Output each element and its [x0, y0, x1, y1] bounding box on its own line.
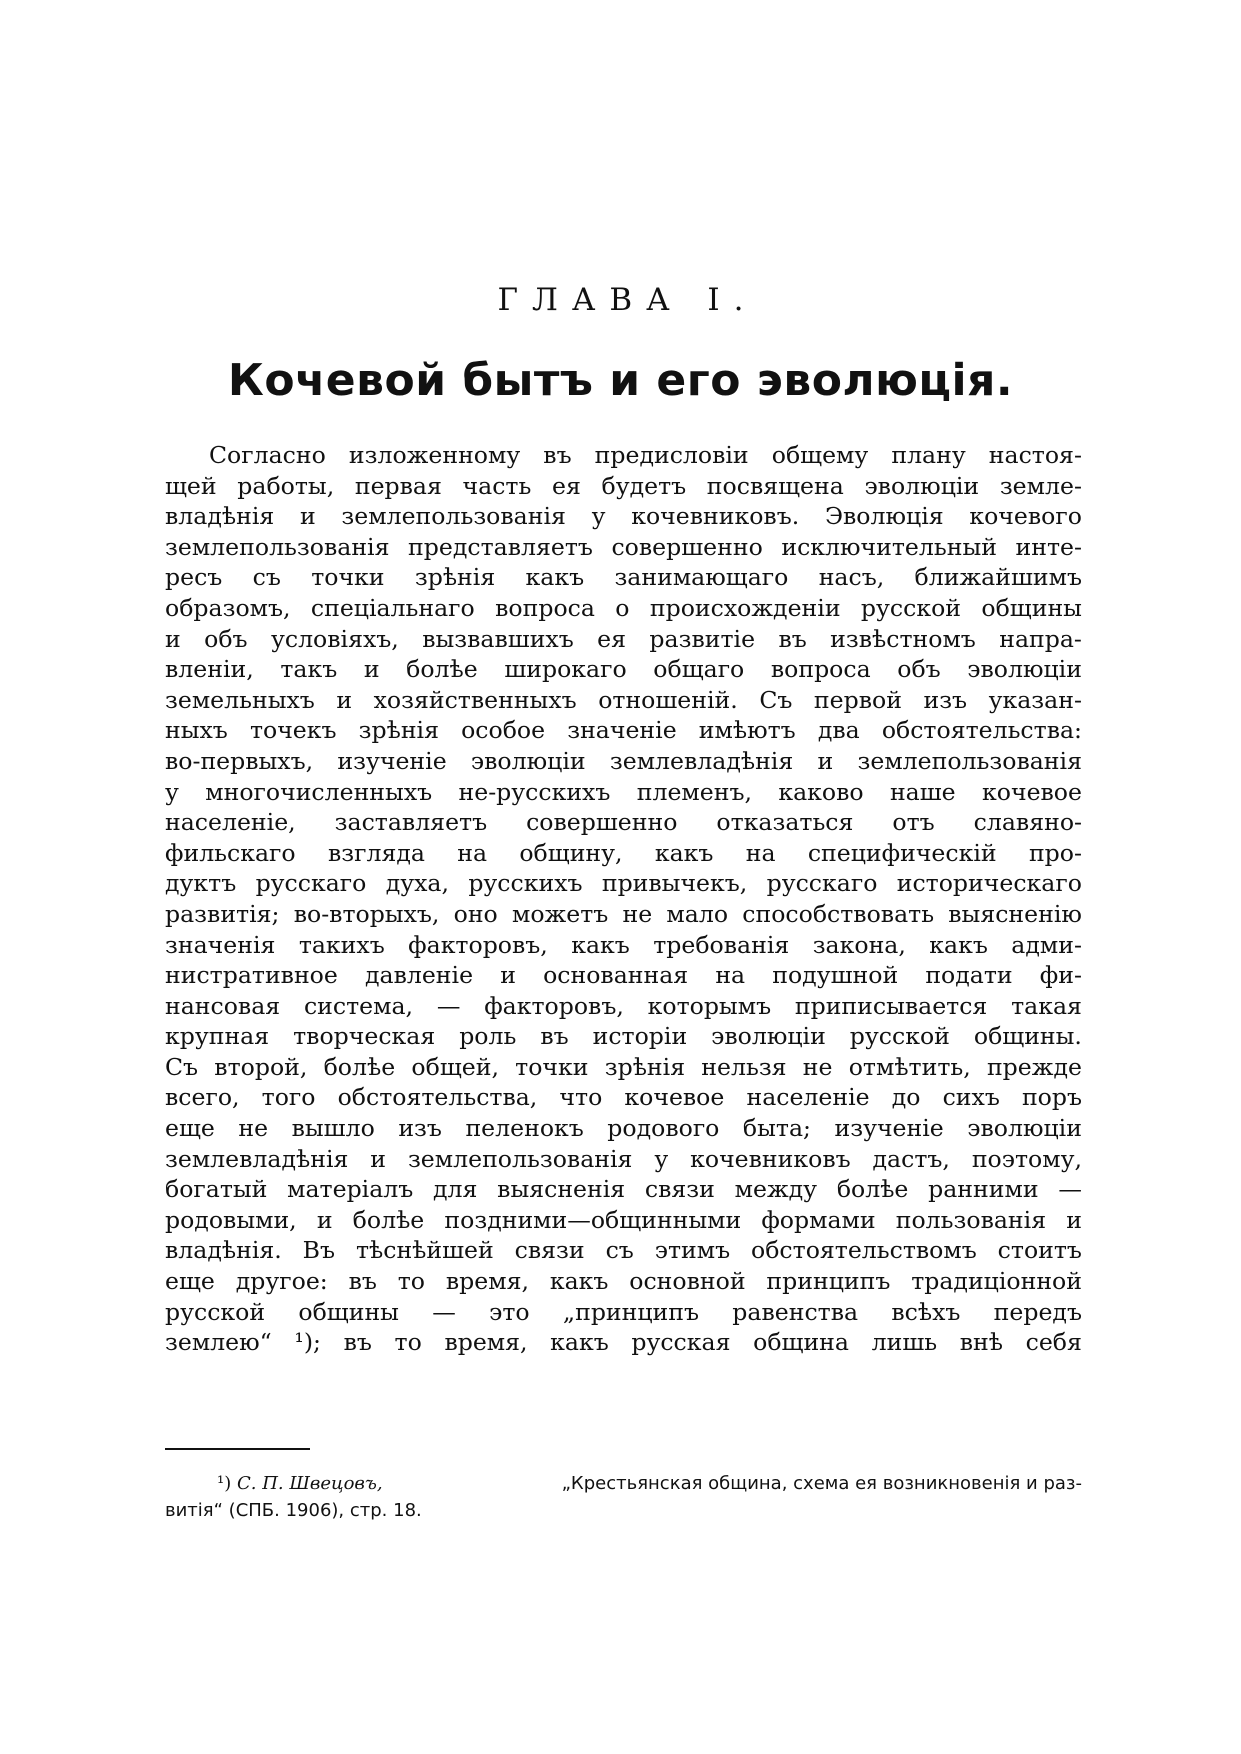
word: точки — [311, 563, 385, 592]
word: болѣе — [352, 1205, 425, 1234]
word: система, — [303, 991, 414, 1020]
word: Въ — [302, 1236, 336, 1265]
word: и — [363, 655, 380, 684]
word: на — [745, 838, 776, 867]
word: будетъ — [601, 471, 687, 500]
word: занимающаго — [614, 563, 789, 592]
word: землепользованія — [341, 502, 566, 531]
word: какъ — [571, 930, 630, 959]
word: у — [654, 1144, 669, 1173]
word: изъ — [398, 1114, 442, 1143]
body-line — [165, 532, 1082, 563]
word: пользованія — [895, 1205, 1047, 1234]
body-line — [165, 1021, 1082, 1052]
word: совершенно — [526, 808, 678, 837]
body-line — [165, 1266, 1082, 1297]
word: ближайшимъ — [914, 563, 1082, 592]
word: на — [715, 961, 746, 990]
word: кочевниковъ — [690, 1144, 851, 1173]
word: общины. — [973, 1022, 1082, 1051]
word: „принципъ — [562, 1297, 700, 1326]
word: происхожденіи — [649, 593, 841, 622]
word: и — [336, 685, 353, 714]
word: фи- — [1039, 961, 1082, 990]
word: въ — [543, 441, 572, 469]
word: того — [261, 1083, 316, 1112]
word: кочевого — [969, 502, 1082, 531]
word: обстоятельства, — [337, 1083, 538, 1112]
word: плану — [891, 441, 966, 469]
word: нансовая — [165, 991, 281, 1020]
word: значенія — [165, 930, 276, 959]
word: ранними — [928, 1175, 1039, 1204]
word: такъ — [280, 655, 338, 684]
word: указан- — [988, 685, 1082, 714]
word: многочисленныхъ — [205, 777, 433, 806]
word: основной — [629, 1267, 746, 1296]
word: обстоятельства: — [881, 716, 1082, 745]
word: землепользованія — [407, 1144, 633, 1173]
word: общаго — [653, 655, 745, 684]
word: мало — [666, 899, 729, 928]
word: у — [591, 502, 606, 531]
word: что — [559, 1083, 603, 1112]
word: зрѣнія — [358, 716, 439, 745]
word: во-вторыхъ, — [293, 899, 440, 928]
word: родовыми, — [165, 1205, 297, 1234]
word: крупная — [165, 1022, 270, 1051]
body-line — [165, 838, 1082, 869]
word: значеніе — [567, 716, 677, 745]
word: во-первыхъ, — [165, 746, 314, 775]
word: формами — [761, 1205, 876, 1234]
word: факторовъ, — [484, 991, 624, 1020]
word: и — [370, 1144, 387, 1173]
footnote-author: С. П. Швецовъ, — [236, 1473, 383, 1494]
word: способствовать — [742, 899, 935, 928]
word: ея — [597, 624, 627, 653]
word: посвящена — [706, 471, 844, 500]
word: Эволюція — [824, 502, 944, 531]
word: владѣнія — [165, 502, 275, 531]
word: взгляда — [327, 838, 425, 867]
word: Согласно — [209, 441, 326, 469]
word: сихъ — [942, 1083, 1000, 1112]
word: отношеній. — [598, 685, 738, 714]
word: общей, — [411, 1052, 499, 1081]
word: эволюціи — [470, 746, 586, 775]
word: эволюціи — [967, 655, 1082, 684]
word: отъ — [892, 808, 935, 837]
body-line — [165, 1327, 1082, 1358]
word: для — [433, 1175, 478, 1204]
word: творческая — [293, 1022, 436, 1051]
word: развитія; — [165, 899, 280, 928]
body-line — [165, 1082, 1082, 1113]
word: на — [457, 838, 488, 867]
word: племенъ, — [636, 777, 752, 806]
word: лишь — [871, 1328, 938, 1357]
word: изученіе — [337, 746, 447, 775]
word: зрѣнія — [604, 1052, 686, 1081]
body-line — [165, 746, 1082, 777]
word: выясненія — [497, 1175, 626, 1204]
word: — — [432, 1297, 456, 1326]
word: спеціальнаго — [310, 593, 475, 622]
word: образомъ, — [165, 593, 291, 622]
word: адми- — [1011, 930, 1082, 959]
word: дастъ, — [872, 1144, 950, 1173]
word: земле- — [999, 471, 1082, 500]
word: русскаго — [766, 869, 878, 898]
word: требованія — [653, 930, 790, 959]
word: въ — [778, 624, 807, 653]
body-line — [165, 777, 1082, 808]
word: русскихъ — [468, 869, 583, 898]
word: общину, — [519, 838, 623, 867]
word: въ — [348, 1267, 377, 1296]
word: основанная — [543, 961, 689, 990]
word: болѣе — [836, 1175, 909, 1204]
word: насъ, — [818, 563, 885, 592]
word: до — [891, 1083, 921, 1112]
footnote-line — [165, 1470, 1082, 1497]
body-line — [165, 1235, 1082, 1266]
body-line — [165, 1052, 1082, 1083]
word: община — [753, 1328, 849, 1357]
word: внѣ — [959, 1328, 1003, 1357]
word: и — [817, 746, 834, 775]
footnote-divider — [165, 1448, 310, 1450]
word: русской — [165, 1297, 266, 1326]
word: точки — [515, 1052, 589, 1081]
word: общины — [981, 593, 1082, 622]
word: какъ — [550, 1328, 609, 1357]
word: вызвавшихъ — [422, 624, 574, 653]
body-line — [165, 501, 1082, 532]
word: подушной — [772, 961, 899, 990]
word: нистративное — [165, 961, 338, 990]
word: этимъ — [654, 1236, 731, 1265]
body-line — [165, 440, 1082, 471]
word: какъ — [929, 930, 988, 959]
word: общины — [298, 1297, 399, 1326]
word: не — [238, 1114, 269, 1143]
body-text — [165, 440, 1082, 1358]
body-line — [165, 1297, 1082, 1328]
word: не — [802, 1052, 833, 1081]
word: можетъ — [511, 899, 609, 928]
body-line — [165, 930, 1082, 961]
word: быта; — [742, 1114, 811, 1143]
word: настоя- — [988, 441, 1082, 469]
word: ресъ — [165, 563, 223, 592]
word: два — [817, 716, 860, 745]
word: о — [615, 593, 630, 622]
word: землевладѣнія — [609, 746, 794, 775]
body-line — [165, 1144, 1082, 1175]
word: передъ — [993, 1297, 1082, 1326]
word: тѣснѣйшей — [355, 1236, 494, 1265]
word: всего, — [165, 1083, 240, 1112]
word: предисловіи — [594, 441, 749, 469]
word: какъ — [549, 1267, 609, 1296]
word: родового — [607, 1114, 720, 1143]
word: представляетъ — [408, 532, 593, 561]
word: исторіи — [592, 1022, 688, 1051]
word: традиціонной — [911, 1267, 1082, 1296]
body-line — [165, 1174, 1082, 1205]
word: работы, — [237, 471, 335, 500]
word: у — [165, 777, 179, 806]
word: исключительный — [781, 532, 997, 561]
word: вопроса — [495, 593, 595, 622]
body-line — [165, 899, 1082, 930]
word: въ — [540, 1022, 569, 1051]
word: объ — [204, 624, 248, 653]
word: и — [165, 624, 181, 653]
word: развитіе — [649, 624, 756, 653]
word: то — [397, 1267, 426, 1296]
word: связи — [644, 1175, 715, 1204]
word: выясненію — [948, 899, 1082, 928]
word: ея — [551, 471, 581, 500]
body-line — [165, 624, 1082, 655]
word: общему — [771, 441, 869, 469]
word: въ — [343, 1328, 372, 1357]
word: себя — [1025, 1328, 1082, 1357]
word: еще — [165, 1114, 215, 1143]
word: отмѣтить, — [848, 1052, 971, 1081]
word: всѣхъ — [891, 1297, 961, 1326]
word: особое — [461, 716, 546, 745]
word: подати — [925, 961, 1013, 990]
word: ¹); — [294, 1328, 321, 1357]
word: точекъ — [249, 716, 337, 745]
word: населеніе — [746, 1083, 870, 1112]
word: съ — [252, 563, 281, 592]
chapter-label: ГЛАВА I. — [497, 282, 758, 318]
word: другое: — [235, 1267, 328, 1296]
body-line — [165, 593, 1082, 624]
word: заставляетъ — [334, 808, 488, 837]
word: болѣе — [323, 1052, 396, 1081]
word: имѣютъ — [698, 716, 796, 745]
word: специфическій — [807, 838, 997, 867]
word: кочевниковъ. — [631, 502, 800, 531]
body-line — [165, 471, 1082, 502]
body-line — [165, 807, 1082, 838]
word: закона, — [812, 930, 906, 959]
word: обстоятельствомъ — [751, 1236, 977, 1265]
word: поръ — [1021, 1083, 1082, 1112]
word: каково — [778, 777, 864, 806]
word: такая — [1011, 991, 1082, 1020]
word: зрѣнія — [414, 563, 496, 592]
word: поэтому, — [971, 1144, 1082, 1173]
word: землепользованія — [165, 532, 390, 561]
word: духа, — [385, 869, 449, 898]
body-line — [165, 960, 1082, 991]
word: матеріалъ — [287, 1175, 414, 1204]
body-line — [165, 1113, 1082, 1144]
word: эволюціи — [864, 471, 980, 500]
word: между — [734, 1175, 818, 1204]
word: изъ — [923, 685, 968, 714]
word: первая — [354, 471, 442, 500]
word: населеніе, — [165, 808, 296, 837]
word: часть — [462, 471, 532, 500]
word: первой — [813, 685, 902, 714]
body-line — [165, 685, 1082, 716]
body-line — [165, 715, 1082, 746]
body-line — [165, 991, 1082, 1022]
word: съ — [605, 1236, 634, 1265]
word: русской — [849, 1022, 950, 1051]
word: давленіе — [364, 961, 474, 990]
word: приписывается — [794, 991, 988, 1020]
word: поздними—общинными — [444, 1205, 742, 1234]
word: оно — [453, 899, 498, 928]
chapter-title: Кочевой бытъ и его эволюція. — [227, 355, 1014, 406]
word: про- — [1028, 838, 1082, 867]
word: землею“ — [165, 1328, 272, 1357]
word: равенства — [732, 1297, 859, 1326]
word: Съ — [165, 1052, 199, 1081]
word: щей — [165, 471, 217, 500]
word: прежде — [986, 1052, 1082, 1081]
word: и — [500, 961, 516, 990]
word: принципъ — [766, 1267, 891, 1296]
word: вышло — [291, 1114, 375, 1143]
word: роль — [459, 1022, 517, 1051]
word: фильскаго — [165, 838, 296, 867]
footnote-line: витія“ (СПБ. 1906), стр. 18. — [165, 1500, 422, 1521]
word: не-русскихъ — [458, 777, 611, 806]
word: и — [1066, 1205, 1082, 1234]
word: кочевое — [624, 1083, 725, 1112]
body-line — [165, 1205, 1082, 1236]
word: болѣе — [406, 655, 478, 684]
word: напра- — [999, 624, 1082, 653]
word: второй, — [214, 1052, 308, 1081]
word: нельзя — [701, 1052, 787, 1081]
word: славяно- — [973, 808, 1082, 837]
word: ныхъ — [165, 716, 228, 745]
word: то — [394, 1328, 422, 1357]
word: которымъ — [647, 991, 772, 1020]
word: привычекъ, — [601, 869, 748, 898]
body-line — [165, 562, 1082, 593]
word: время, — [444, 1328, 528, 1357]
word: стоитъ — [997, 1236, 1082, 1265]
word: факторовъ, — [408, 930, 548, 959]
word: широкаго — [504, 655, 627, 684]
word: отказаться — [716, 808, 854, 837]
word: земельныхъ — [165, 685, 315, 714]
word: дуктъ — [165, 869, 237, 898]
footnote-marker: ¹) — [217, 1473, 232, 1494]
word: какъ — [525, 563, 585, 592]
word: изложенному — [348, 441, 521, 469]
footnote-lead — [217, 1470, 383, 1497]
word: вленіи, — [165, 655, 254, 684]
word: вопроса — [770, 655, 871, 684]
word: — — [1058, 1175, 1082, 1204]
word: и — [316, 1205, 333, 1234]
word: русской — [860, 593, 962, 622]
word: такихъ — [298, 930, 385, 959]
word: совершенно — [611, 532, 763, 561]
word: кочевое — [982, 777, 1082, 806]
word: владѣнія. — [165, 1236, 282, 1265]
word: историческаго — [896, 869, 1082, 898]
word: эволюціи — [711, 1022, 826, 1051]
word: извѣстномъ — [830, 624, 976, 653]
word: землевладѣнія — [165, 1144, 349, 1173]
word: богатый — [165, 1175, 268, 1204]
word: — — [436, 991, 461, 1020]
word: пеленокъ — [465, 1114, 584, 1143]
word: русскаго — [255, 869, 367, 898]
word: связи — [514, 1236, 585, 1265]
word: объ — [897, 655, 941, 684]
word: русская — [631, 1328, 731, 1357]
word: эволюціи — [967, 1114, 1082, 1143]
word: инте- — [1015, 532, 1082, 561]
word: еще — [165, 1267, 215, 1296]
word: хозяйственныхъ — [373, 685, 577, 714]
word: условіяхъ, — [270, 624, 399, 653]
word: время, — [445, 1267, 529, 1296]
footnotes — [165, 1470, 1082, 1524]
word: и — [299, 502, 316, 531]
word: Съ — [759, 685, 793, 714]
word: землепользованія — [857, 746, 1082, 775]
word: изученіе — [834, 1114, 944, 1143]
footnote-citation: „Крестьянская община, схема ея возникновенія и раз- — [561, 1473, 1082, 1494]
body-line — [165, 654, 1082, 685]
word: наше — [889, 777, 956, 806]
word: это — [489, 1297, 530, 1326]
word: какъ — [654, 838, 714, 867]
body-line — [165, 868, 1082, 899]
word: не — [622, 899, 653, 928]
